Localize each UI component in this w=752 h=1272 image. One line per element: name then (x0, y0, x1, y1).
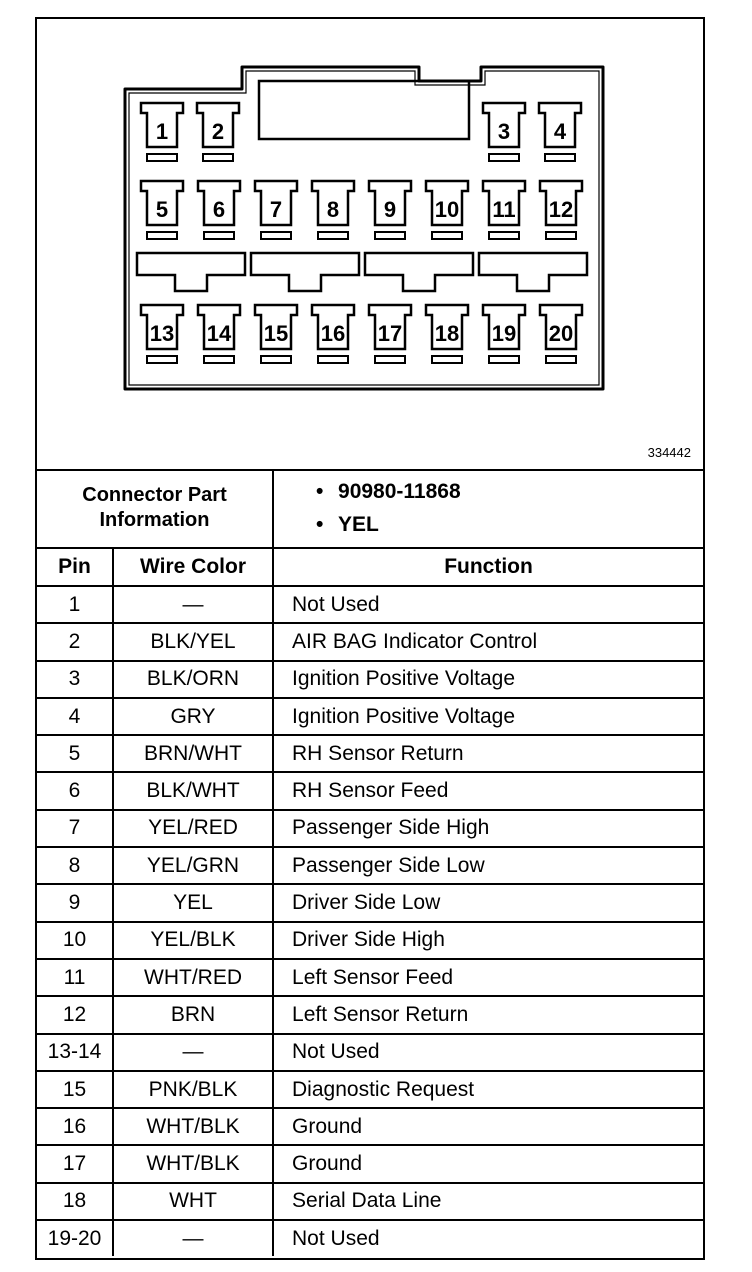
pin-label: 12 (548, 197, 574, 222)
pin-cell: 12 (37, 996, 113, 1033)
wire-color-cell: YEL/RED (113, 810, 273, 847)
pin-cavity (141, 181, 183, 239)
function-cell: Not Used (273, 1034, 703, 1071)
pin-cavity (426, 181, 468, 239)
function-cell: Ignition Positive Voltage (273, 698, 703, 735)
connector-info-label: Connector Part Information (37, 469, 273, 548)
pin-cell: 18 (37, 1183, 113, 1220)
wire-color-cell: WHT/BLK (113, 1108, 273, 1145)
function-cell: Left Sensor Feed (273, 959, 703, 996)
pin-cell: 3 (37, 661, 113, 698)
pin-cell: 13-14 (37, 1034, 113, 1071)
pin-label: 13 (149, 321, 175, 346)
pin-cavity (255, 181, 297, 239)
pin-cell: 10 (37, 922, 113, 959)
pin-cell: 16 (37, 1108, 113, 1145)
header-function: Function (273, 548, 703, 586)
pin-label: 2 (211, 119, 225, 144)
pin-label: 20 (548, 321, 574, 346)
header-pin: Pin (37, 548, 113, 586)
pin-label: 16 (320, 321, 346, 346)
wire-color-cell: YEL/GRN (113, 847, 273, 884)
header-wire-color: Wire Color (113, 548, 273, 586)
pin-label: 8 (326, 197, 340, 222)
separator-bar (251, 253, 359, 291)
pin-label: 6 (212, 197, 226, 222)
wire-color-cell: BRN (113, 996, 273, 1033)
connector-face-drawing (37, 19, 703, 469)
pin-cell: 17 (37, 1145, 113, 1182)
pin-cell: 2 (37, 623, 113, 660)
pin-label: 4 (553, 119, 567, 144)
connector-window (259, 81, 469, 139)
pin-label: 17 (377, 321, 403, 346)
wire-color-cell: BLK/YEL (113, 623, 273, 660)
table-row (37, 810, 703, 847)
pin-label: 19 (491, 321, 517, 346)
table-row (37, 1220, 703, 1256)
table-row (37, 623, 703, 660)
table-row (37, 698, 703, 735)
table-row (37, 586, 703, 623)
pin-label: 7 (269, 197, 283, 222)
connector-diagram (37, 19, 703, 471)
table-row (37, 661, 703, 698)
wire-color-cell: BLK/ORN (113, 661, 273, 698)
document-frame (35, 17, 705, 1260)
function-cell: Passenger Side Low (273, 847, 703, 884)
pin-cavity (255, 305, 297, 363)
pin-cavity (198, 181, 240, 239)
table-row (37, 884, 703, 921)
pin-cell: 7 (37, 810, 113, 847)
pin-cavity (369, 305, 411, 363)
connector-color: • YEL (316, 513, 379, 536)
connector-housing (125, 67, 603, 389)
wire-color-cell: BLK/WHT (113, 772, 273, 809)
table-row (37, 996, 703, 1033)
function-cell: Ground (273, 1108, 703, 1145)
pin-cavity (141, 305, 183, 363)
pin-cell: 4 (37, 698, 113, 735)
pin-cell: 5 (37, 735, 113, 772)
wire-color-cell: YEL (113, 884, 273, 921)
pin-label: 11 (492, 197, 516, 222)
wire-color-cell: BRN/WHT (113, 735, 273, 772)
wire-color-cell: WHT/BLK (113, 1145, 273, 1182)
function-cell: RH Sensor Feed (273, 772, 703, 809)
table-row (37, 959, 703, 996)
table-row (37, 1145, 703, 1182)
function-cell: Driver Side Low (273, 884, 703, 921)
wire-color-cell: — (113, 1034, 273, 1071)
pin-cavity (198, 305, 240, 363)
table-row (37, 1183, 703, 1220)
wire-color-cell: WHT (113, 1183, 273, 1220)
pin-cell: 8 (37, 847, 113, 884)
pin-label: 18 (434, 321, 460, 346)
wire-color-cell: YEL/BLK (113, 922, 273, 959)
pin-label: 10 (434, 197, 460, 222)
table-row (37, 922, 703, 959)
pin-label: 9 (383, 197, 397, 222)
pin-cell: 19-20 (37, 1220, 113, 1256)
pin-cell: 11 (37, 959, 113, 996)
separator-bar (137, 253, 245, 291)
figure-id: 334442 (647, 445, 691, 460)
pin-cavity (312, 181, 354, 239)
pin-label: 1 (155, 119, 169, 144)
function-cell: Diagnostic Request (273, 1071, 703, 1108)
function-cell: Not Used (273, 1220, 703, 1256)
function-cell: RH Sensor Return (273, 735, 703, 772)
connector-info-items (273, 469, 703, 548)
function-cell: Serial Data Line (273, 1183, 703, 1220)
pin-label: 3 (497, 119, 511, 144)
pin-cavity (483, 103, 525, 161)
connector-info-row (37, 469, 703, 548)
wire-color-cell: WHT/RED (113, 959, 273, 996)
table-row (37, 1108, 703, 1145)
function-cell: Ignition Positive Voltage (273, 661, 703, 698)
pin-cavity (483, 305, 525, 363)
separator-bar (479, 253, 587, 291)
table-row (37, 735, 703, 772)
function-cell: Not Used (273, 586, 703, 623)
pinout-table (37, 469, 703, 1256)
function-cell: Driver Side High (273, 922, 703, 959)
connector-part-number: • 90980-11868 (316, 480, 461, 503)
table-row (37, 1034, 703, 1071)
separator-bar (365, 253, 473, 291)
function-cell: Left Sensor Return (273, 996, 703, 1033)
pin-cavity (483, 181, 525, 239)
wire-color-cell: — (113, 586, 273, 623)
pin-cavity (540, 305, 582, 363)
table-row (37, 772, 703, 809)
pin-cell: 9 (37, 884, 113, 921)
table-row (37, 1071, 703, 1108)
wire-color-cell: — (113, 1220, 273, 1256)
function-cell: AIR BAG Indicator Control (273, 623, 703, 660)
pin-cavity (539, 103, 581, 161)
pin-cell: 1 (37, 586, 113, 623)
pin-label: 15 (263, 321, 289, 346)
table-header-row (37, 548, 703, 586)
function-cell: Passenger Side High (273, 810, 703, 847)
pin-cell: 6 (37, 772, 113, 809)
pin-label: 5 (155, 197, 169, 222)
wire-color-cell: PNK/BLK (113, 1071, 273, 1108)
pin-cavity (426, 305, 468, 363)
pin-cavity (197, 103, 239, 161)
wire-color-cell: GRY (113, 698, 273, 735)
function-cell: Ground (273, 1145, 703, 1182)
pin-cavity (141, 103, 183, 161)
pin-cell: 15 (37, 1071, 113, 1108)
pin-cavity (369, 181, 411, 239)
pin-cavity (540, 181, 582, 239)
pin-cavity (312, 305, 354, 363)
table-row (37, 847, 703, 884)
pin-label: 14 (206, 321, 232, 346)
